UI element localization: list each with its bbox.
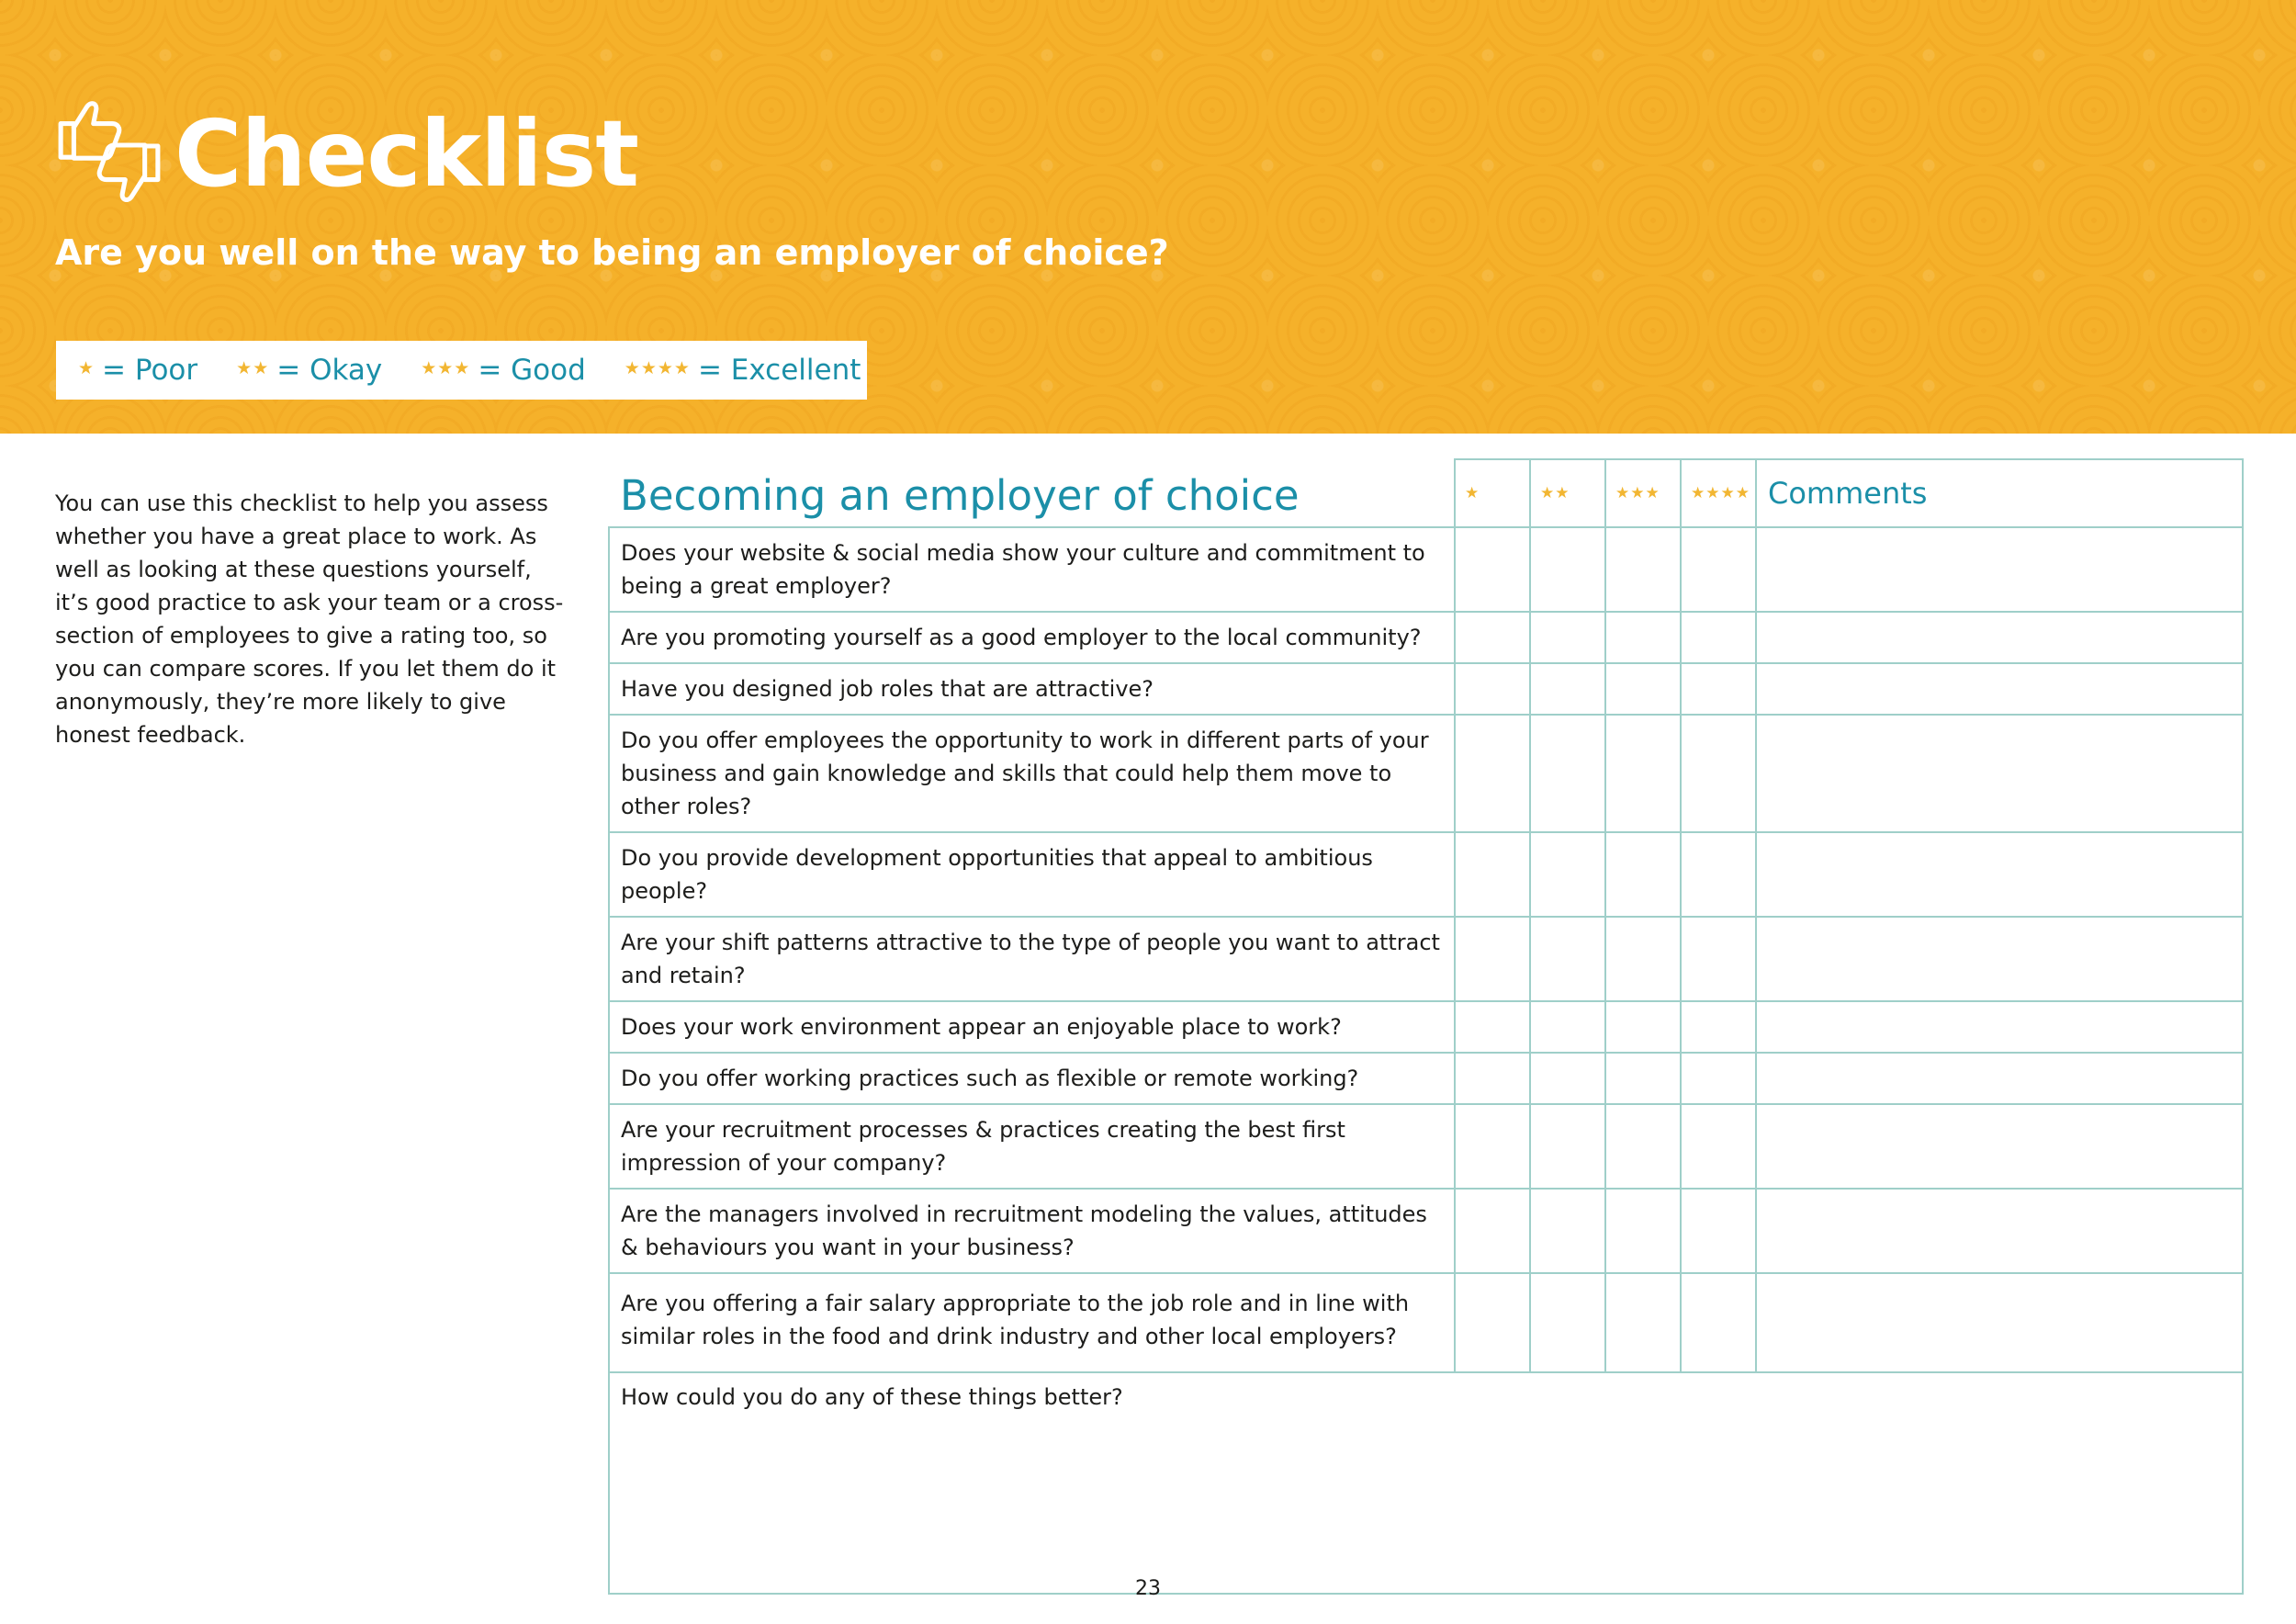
rating-cell-1[interactable]: [1455, 832, 1530, 917]
table-row: [609, 917, 2243, 1001]
rating-cell-1[interactable]: [1455, 917, 1530, 1001]
thumbs-up-down-icon: [53, 90, 165, 202]
legend-label: = Poor: [102, 354, 198, 387]
page-subtitle: Are you well on the way to being an employer of choice?: [55, 232, 1169, 273]
comments-cell[interactable]: [1756, 1104, 2243, 1189]
rating-cell-2[interactable]: [1530, 1001, 1605, 1053]
legend-item-poor: [78, 354, 197, 387]
question-text: Are you promoting yourself as a good employer to the local community?: [609, 612, 1455, 663]
rating-header-1-star: ★: [1455, 459, 1530, 527]
page-title: Checklist: [174, 100, 639, 208]
table-header-row: [609, 459, 2243, 527]
comments-cell[interactable]: [1756, 1001, 2243, 1053]
rating-legend: [56, 341, 867, 400]
table-row: [609, 1104, 2243, 1189]
rating-cell-4[interactable]: [1681, 663, 1756, 715]
table-row: [609, 663, 2243, 715]
rating-cell-1[interactable]: [1455, 663, 1530, 715]
rating-header-2-star: ★★: [1530, 459, 1605, 527]
comments-cell[interactable]: [1756, 715, 2243, 832]
rating-cell-2[interactable]: [1530, 527, 1605, 612]
improvement-row: [609, 1372, 2243, 1594]
rating-cell-2[interactable]: [1530, 1189, 1605, 1273]
header-banner: [0, 0, 2296, 434]
table-row: [609, 1273, 2243, 1372]
comments-cell[interactable]: [1756, 1273, 2243, 1372]
rating-cell-3[interactable]: [1605, 612, 1681, 663]
checklist-table: [608, 458, 2244, 1595]
rating-cell-3[interactable]: [1605, 832, 1681, 917]
table-row: [609, 1001, 2243, 1053]
legend-item-good: [421, 354, 586, 387]
rating-cell-2[interactable]: [1530, 1273, 1605, 1372]
question-text: Do you offer working practices such as flexible or remote working?: [609, 1053, 1455, 1104]
question-text: Are your shift patterns attractive to the type of people you want to attract and retain?: [609, 917, 1455, 1001]
legend-item-okay: [236, 354, 382, 387]
rating-cell-2[interactable]: [1530, 612, 1605, 663]
comments-cell[interactable]: [1756, 663, 2243, 715]
rating-cell-1[interactable]: [1455, 715, 1530, 832]
rating-cell-4[interactable]: [1681, 1189, 1756, 1273]
rating-cell-4[interactable]: [1681, 917, 1756, 1001]
rating-cell-1[interactable]: [1455, 527, 1530, 612]
rating-cell-3[interactable]: [1605, 1001, 1681, 1053]
star-icon: ★★★: [421, 358, 471, 378]
rating-header-3-star: ★★★: [1605, 459, 1681, 527]
comments-header: Comments: [1756, 459, 2243, 527]
question-text: Does your work environment appear an enjoyable place to work?: [609, 1001, 1455, 1053]
rating-cell-2[interactable]: [1530, 917, 1605, 1001]
rating-cell-3[interactable]: [1605, 917, 1681, 1001]
question-text: Are the managers involved in recruitment modeling the values, attitudes & behaviours you want in your business?: [609, 1189, 1455, 1273]
table-row: [609, 1053, 2243, 1104]
star-icon: ★★★★: [624, 358, 691, 378]
table-row: [609, 832, 2243, 917]
rating-cell-2[interactable]: [1530, 663, 1605, 715]
improvement-prompt: How could you do any of these things better?: [621, 1384, 1123, 1410]
rating-cell-4[interactable]: [1681, 1104, 1756, 1189]
table-row: [609, 1189, 2243, 1273]
question-text: Does your website & social media show your culture and commitment to being a great employer?: [609, 527, 1455, 612]
table-row: [609, 715, 2243, 832]
rating-cell-2[interactable]: [1530, 1053, 1605, 1104]
comments-cell[interactable]: [1756, 527, 2243, 612]
rating-cell-4[interactable]: [1681, 1053, 1756, 1104]
star-icon: ★: [78, 358, 96, 378]
comments-cell[interactable]: [1756, 1053, 2243, 1104]
rating-cell-3[interactable]: [1605, 663, 1681, 715]
rating-cell-1[interactable]: [1455, 1273, 1530, 1372]
rating-cell-2[interactable]: [1530, 832, 1605, 917]
intro-paragraph: You can use this checklist to help you assess whether you have a great place to work. As well as looking at these questions yourself, it’s good practice to ask your team or a cross-section of employees to give a rating too, so you can compare scores. If you let them do it anonymously, they’re more likely to give honest feedback.: [55, 491, 564, 748]
rating-cell-3[interactable]: [1605, 1273, 1681, 1372]
comments-cell[interactable]: [1756, 612, 2243, 663]
comments-cell[interactable]: [1756, 917, 2243, 1001]
rating-cell-4[interactable]: [1681, 527, 1756, 612]
question-text: Do you offer employees the opportunity to work in different parts of your business and gain knowledge and skills that could help them move to other roles?: [609, 715, 1455, 832]
rating-cell-1[interactable]: [1455, 1053, 1530, 1104]
rating-cell-3[interactable]: [1605, 1053, 1681, 1104]
page-number: 23: [1135, 1577, 1161, 1600]
legend-item-excellent: [625, 354, 861, 387]
legend-label: = Okay: [276, 354, 383, 387]
rating-cell-1[interactable]: [1455, 1104, 1530, 1189]
star-icon: ★★: [236, 358, 270, 378]
comments-cell[interactable]: [1756, 1189, 2243, 1273]
question-text: Are your recruitment processes & practices creating the best first impression of your company?: [609, 1104, 1455, 1189]
question-text: Have you designed job roles that are attractive?: [609, 663, 1455, 715]
improvement-answer-box[interactable]: [609, 1372, 2243, 1594]
table-heading: Becoming an employer of choice: [609, 459, 1455, 527]
rating-cell-4[interactable]: [1681, 1001, 1756, 1053]
comments-cell[interactable]: [1756, 832, 2243, 917]
rating-cell-3[interactable]: [1605, 715, 1681, 832]
rating-cell-4[interactable]: [1681, 715, 1756, 832]
legend-label: = Good: [478, 354, 586, 387]
legend-label: = Excellent: [697, 354, 861, 387]
rating-cell-1[interactable]: [1455, 1189, 1530, 1273]
rating-cell-4[interactable]: [1681, 1273, 1756, 1372]
rating-cell-4[interactable]: [1681, 832, 1756, 917]
rating-cell-2[interactable]: [1530, 1104, 1605, 1189]
table-row: [609, 527, 2243, 612]
rating-header-4-star: ★★★★: [1681, 459, 1756, 527]
rating-cell-3[interactable]: [1605, 1189, 1681, 1273]
rating-cell-4[interactable]: [1681, 612, 1756, 663]
question-text: Do you provide development opportunities that appeal to ambitious people?: [609, 832, 1455, 917]
rating-cell-1[interactable]: [1455, 612, 1530, 663]
rating-cell-3[interactable]: [1605, 1104, 1681, 1189]
question-text: Are you offering a fair salary appropriate to the job role and in line with similar roles in the food and drink industry and other local employers?: [609, 1273, 1455, 1372]
rating-cell-2[interactable]: [1530, 715, 1605, 832]
table-row: [609, 612, 2243, 663]
rating-cell-1[interactable]: [1455, 1001, 1530, 1053]
rating-cell-3[interactable]: [1605, 527, 1681, 612]
